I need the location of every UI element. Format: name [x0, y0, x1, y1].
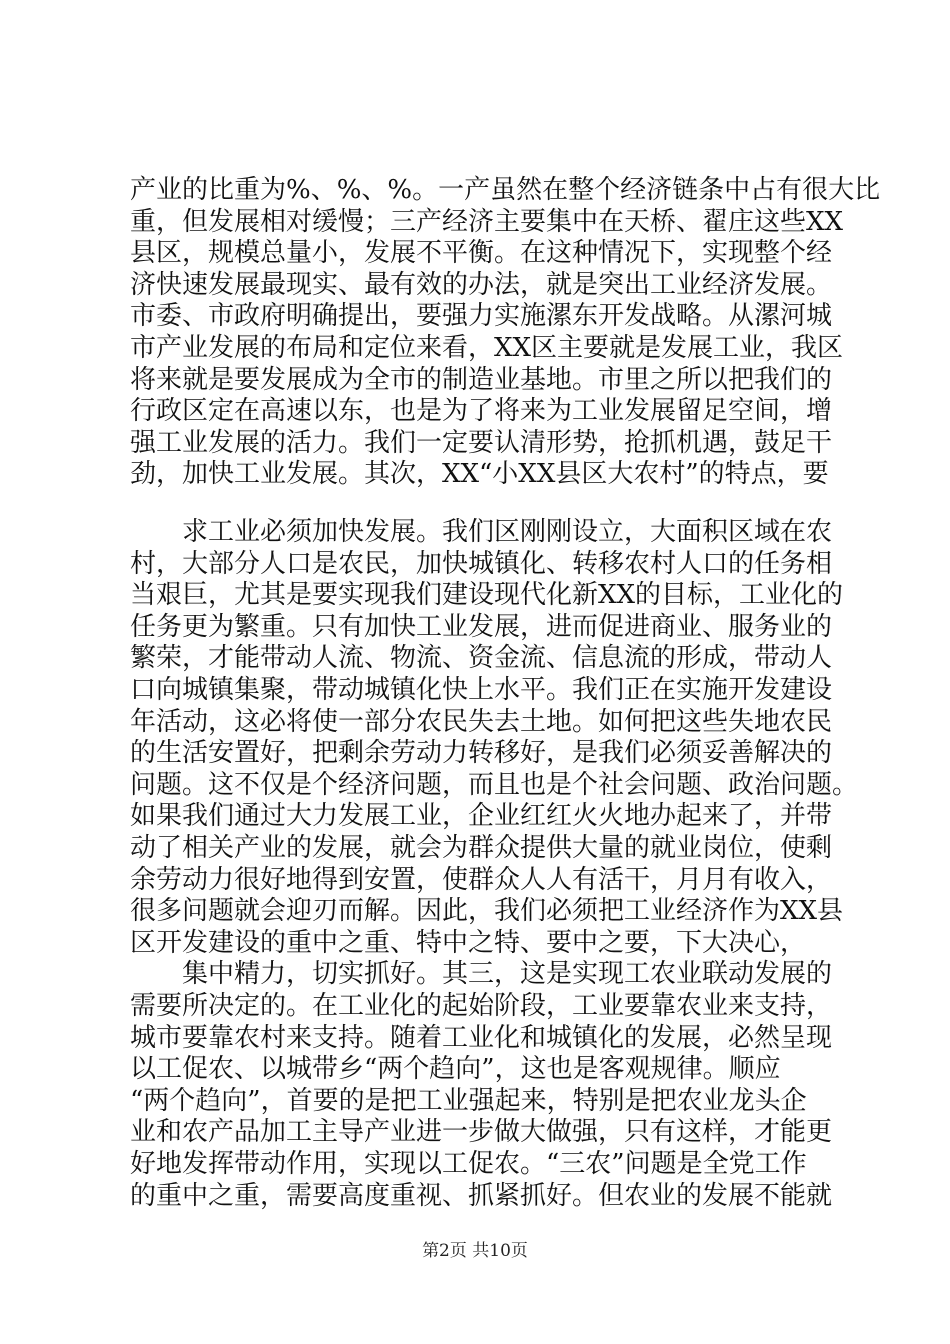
- text-line: 问题。这不仅是个经济问题，而且也是个社会问题、政治问题。: [130, 770, 859, 800]
- text-line: 年活动，这必将使一部分农民失去土地。如何把这些失地农民: [130, 707, 833, 737]
- text-line: 将来就是要发展成为全市的制造业基地。市里之所以把我们的: [130, 365, 833, 395]
- text-line: 任务更为繁重。只有加快工业发展，进而促进商业、服务业的: [130, 612, 833, 642]
- text-line: 产业的比重为%、%、%。一产虽然在整个经济链条中占有很大比: [130, 175, 881, 205]
- text-line: 区开发建设的重中之重、特中之特、要中之要，下大决心，: [130, 928, 807, 958]
- text-line: 口向城镇集聚，带动城镇化快上水平。我们正在实施开发建设: [130, 675, 833, 705]
- text-line: 如果我们通过大力发展工业，企业红红火火地办起来了，并带: [130, 801, 833, 831]
- text-line: 需要所决定的。在工业化的起始阶段，工业要靠农业来支持，: [130, 991, 833, 1021]
- text-line: 市委、市政府明确提出，要强力实施漯东开发战略。从漯河城: [130, 301, 833, 331]
- text-line: 以工促农、以城带乡“两个趋向”，这也是客观规律。顺应: [130, 1054, 781, 1084]
- text-line: 市产业发展的布局和定位来看，XX区主要就是发展工业，我区: [130, 333, 844, 363]
- page-number-footer: 第2页 共10页: [422, 1241, 528, 1261]
- text-line: 的重中之重，需要高度重视、抓紧抓好。但农业的发展不能就: [130, 1181, 833, 1211]
- text-line: 很多问题就会迎刃而解。因此，我们必须把工业经济作为XX县: [130, 896, 844, 926]
- text-line: 繁荣，才能带动人流、物流、资金流、信息流的形成，带动人: [130, 643, 833, 673]
- text-line: 的生活安置好，把剩余劳动力转移好，是我们必须妥善解决的: [130, 738, 833, 768]
- text-line: 城市要靠农村来支持。随着工业化和城镇化的发展，必然呈现: [130, 1023, 833, 1053]
- text-line: 重，但发展相对缓慢；三产经济主要集中在天桥、翟庄这些XX: [130, 207, 844, 237]
- text-line: “两个趋向”，首要的是把工业强起来，特别是把农业龙头企: [130, 1086, 807, 1116]
- text-line: 动了相关产业的发展，就会为群众提供大量的就业岗位，使剩: [130, 833, 833, 863]
- text-line: 济快速发展最现实、最有效的办法，就是突出工业经济发展。: [130, 270, 833, 300]
- text-line: 强工业发展的活力。我们一定要认清形势，抢抓机遇，鼓足干: [130, 428, 833, 458]
- text-line: 好地发挥带动作用，实现以工促农。“三农”问题是全党工作: [130, 1149, 807, 1179]
- text-line: 业和农产品加工主导产业进一步做大做强，只有这样，才能更: [130, 1117, 833, 1147]
- text-line: 余劳动力很好地得到安置，使群众人人有活干，月月有收入，: [130, 865, 833, 895]
- text-line: 行政区定在高速以东，也是为了将来为工业发展留足空间，增: [130, 396, 833, 426]
- text-line: 当艰巨，尤其是要实现我们建设现代化新XX的目标，工业化的: [130, 580, 844, 610]
- text-line: 集中精力，切实抓好。其三，这是实现工农业联动发展的: [182, 959, 833, 989]
- text-line: 求工业必须加快发展。我们区刚刚设立，大面积区域在农: [182, 517, 833, 547]
- text-line: 县区，规模总量小，发展不平衡。在这种情况下，实现整个经: [130, 238, 833, 268]
- text-line: 村，大部分人口是农民，加快城镇化、转移农村人口的任务相: [130, 549, 833, 579]
- text-line: 劲，加快工业发展。其次，XX“小XX县区大农村”的特点，要: [130, 459, 829, 489]
